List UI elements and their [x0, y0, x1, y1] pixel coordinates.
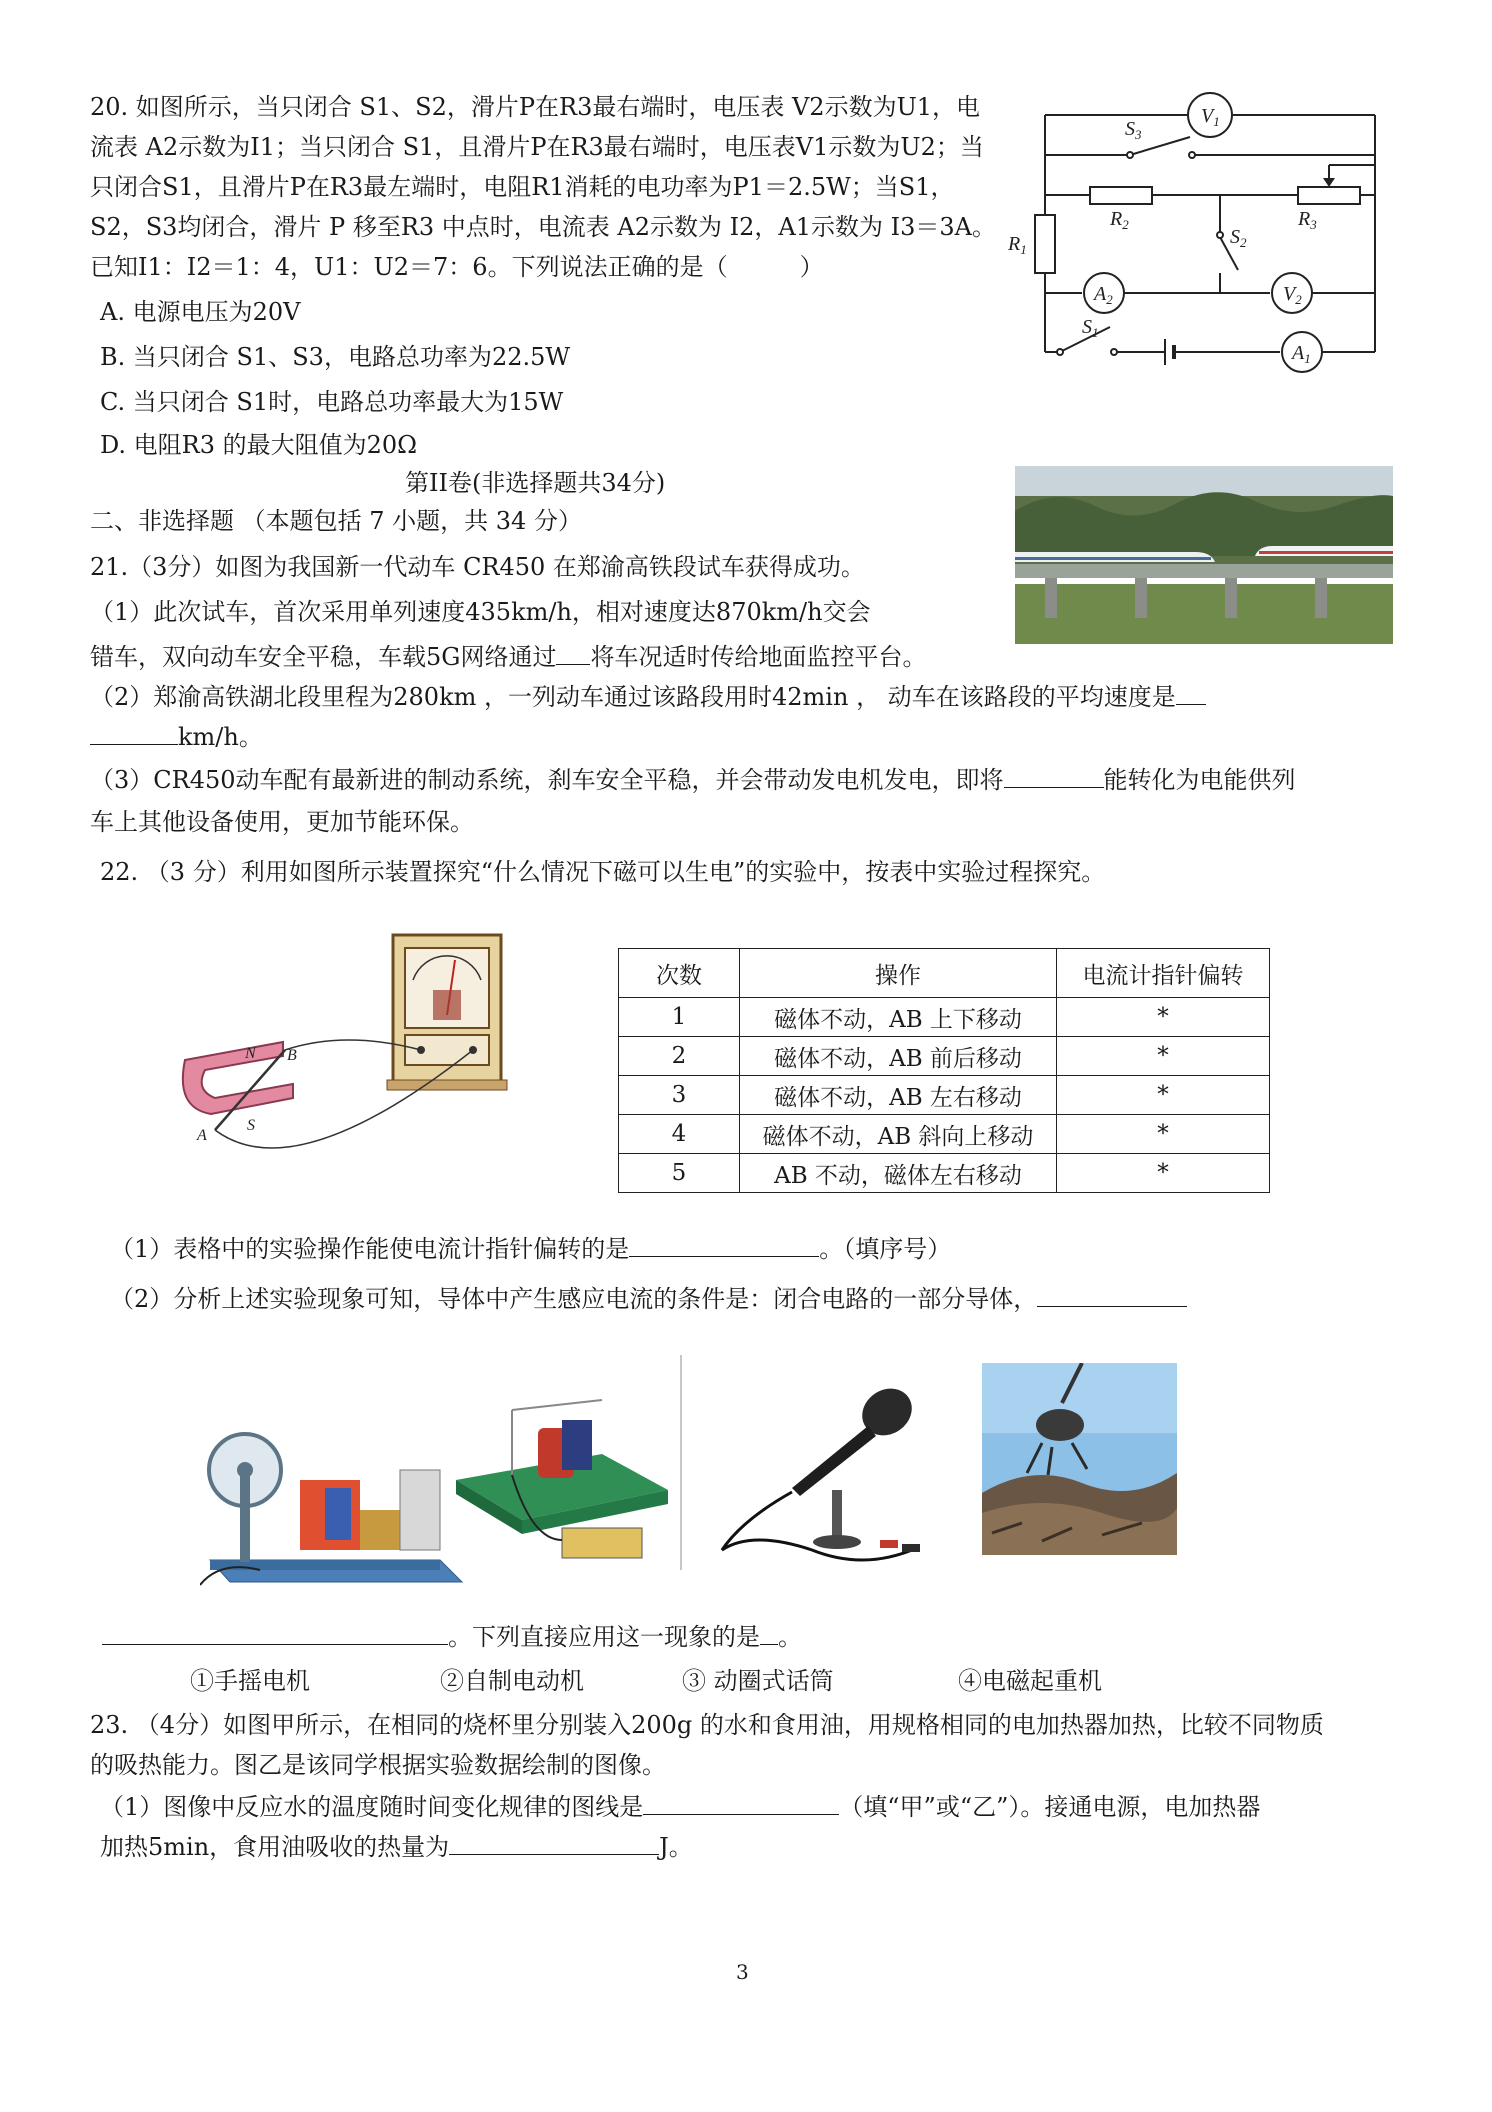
- table-row: [619, 1154, 1270, 1193]
- a2-label: $A_2$: [1094, 283, 1113, 307]
- conductor-a-label: A: [197, 1127, 207, 1144]
- q20-line-4: S2，S3均闭合，滑片 P 移至R3 中点时，电流表 A2示数为 I2，A1示数为 I3＝3A。: [90, 213, 996, 241]
- q20-line-2: 流表 A2示数为I1；当只闭合 S1，且滑片P在R3最右端时，电压表V1示数为U2；当: [90, 133, 984, 161]
- r1-label: $R_1$: [1008, 233, 1027, 257]
- table-cell: 2: [619, 1037, 740, 1076]
- table-row: [619, 1076, 1270, 1115]
- table-cell: *: [1057, 1076, 1270, 1115]
- q20-circuit-diagram: [990, 75, 1420, 375]
- q22-blank-1[interactable]: [629, 1232, 819, 1257]
- table-header-row: [619, 949, 1270, 998]
- photo-divider: [680, 1355, 682, 1570]
- q21-blank-2b[interactable]: [90, 720, 178, 745]
- q20-line-5: 已知I1：I2＝1：4，U1：U2＝7：6。下列说法正确的是（ ）: [90, 253, 824, 281]
- q23-blank-1[interactable]: [643, 1790, 839, 1815]
- q20-option-a: A. 电源电压为20V: [100, 298, 301, 326]
- table-cell: *: [1057, 1154, 1270, 1193]
- resistor-r1-icon: [1035, 215, 1055, 273]
- q23-blank-2[interactable]: [449, 1830, 659, 1855]
- table-cell: 1: [619, 998, 740, 1037]
- table-row: [619, 998, 1270, 1037]
- table-row: [619, 1115, 1270, 1154]
- q21-p2-b: km/h。: [90, 720, 263, 754]
- q23-line-2: 的吸热能力。图乙是该同学根据实验数据绘制的图像。: [90, 1751, 666, 1779]
- q22-blank-2[interactable]: [1037, 1282, 1187, 1307]
- hand-crank-generator-photo: [200, 1410, 470, 1595]
- table-cell: 磁体不动，AB 前后移动: [740, 1037, 1057, 1076]
- q22-apparatus-diagram: [175, 930, 515, 1175]
- q22-experiment-table: [618, 948, 1270, 1193]
- q21-p3-a: （3）CR450动车配有最新进的制动系统，刹车安全平稳，并会带动发电机发电，即将 能转化为电能供列: [90, 763, 1296, 797]
- table-cell: *: [1057, 1115, 1270, 1154]
- page-number: 3: [736, 1960, 749, 1984]
- q21-blank-3[interactable]: [1004, 763, 1104, 788]
- q22-p2: （2）分析上述实验现象可知，导体中产生感应电流的条件是：闭合电路的一部分导体，: [110, 1282, 1187, 1316]
- v2-label: $V_2$: [1283, 283, 1302, 307]
- q23-line-4: 加热5min，食用油吸收的热量为 J。: [100, 1830, 693, 1864]
- section-title: 第II卷(非选择题共34分): [405, 469, 666, 497]
- table-cell: 4: [619, 1115, 740, 1154]
- table-header-cell: 操作: [740, 949, 1057, 998]
- dynamic-microphone-photo: [712, 1380, 947, 1580]
- r3-label: $R_3$: [1298, 208, 1317, 232]
- q20-line-1: 20. 如图所示，当只闭合 S1、S2，滑片P在R3最右端时，电压表 V2示数为U1，电: [90, 93, 981, 121]
- q22-p2-cont: 。下列直接应用这一现象的是 。: [102, 1620, 802, 1654]
- q21-blank-2a[interactable]: [1176, 680, 1206, 705]
- resistor-r2-icon: [1090, 187, 1152, 204]
- q21-blank-1[interactable]: [556, 640, 590, 665]
- table-cell: 5: [619, 1154, 740, 1193]
- table-cell: *: [1057, 1037, 1270, 1076]
- q22-option-3: ③ 动圈式话筒: [682, 1667, 834, 1695]
- q20-option-b: B. 当只闭合 S1、S3，电路总功率为22.5W: [100, 343, 571, 371]
- electromagnetic-crane-photo: [982, 1363, 1177, 1555]
- s2-label: $S_2$: [1230, 226, 1247, 250]
- q21-p1-a: （1）此次试车，首次采用单列速度435km/h，相对速度达870km/h交会: [90, 598, 871, 626]
- q21-p3-b: 车上其他设备使用，更加节能环保。: [90, 808, 474, 836]
- q21-intro: 21.（3分）如图为我国新一代动车 CR450 在郑渝高铁段试车获得成功。: [90, 553, 865, 581]
- q22-option-1: ①手摇电机: [190, 1667, 310, 1695]
- slider-p-icon: [1323, 178, 1335, 187]
- a1-label: $A_1$: [1292, 342, 1311, 366]
- table-cell: 3: [619, 1076, 740, 1115]
- s3-label: $S_3$: [1125, 118, 1142, 142]
- table-cell: 磁体不动，AB 斜向上移动: [740, 1115, 1057, 1154]
- q22-blank-4[interactable]: [760, 1620, 778, 1645]
- table-cell: 磁体不动，AB 左右移动: [740, 1076, 1057, 1115]
- table-cell: 磁体不动，AB 上下移动: [740, 998, 1057, 1037]
- table-row: [619, 1037, 1270, 1076]
- magnet-n-label: N: [245, 1045, 256, 1062]
- resistor-r3-icon: [1298, 187, 1360, 204]
- v1-label: $V_1$: [1201, 105, 1220, 129]
- q21-p1-b: 错车，双向动车安全平稳，车载5G网络通过 将车况适时传给地面监控平台。: [90, 640, 926, 674]
- train-photo: [1015, 466, 1393, 644]
- q20-option-c: C. 当只闭合 S1时，电路总功率最大为15W: [100, 388, 564, 416]
- q21-p2-a: （2）郑渝高铁湖北段里程为280km ，一列动车通过该路段用时42min ， 动车在该路段的平均速度是: [90, 680, 1206, 714]
- magnet-s-label: S: [247, 1117, 255, 1134]
- q22-option-4: ④电磁起重机: [958, 1667, 1102, 1695]
- conductor-b-label: B: [287, 1047, 297, 1064]
- q22-p1: （1）表格中的实验操作能使电流计指针偏转的是 。（填序号）: [110, 1232, 951, 1266]
- homemade-motor-photo: [452, 1380, 674, 1580]
- q22-option-2: ②自制电动机: [440, 1667, 584, 1695]
- table-header-cell: 次数: [619, 949, 740, 998]
- table-header-cell: 电流计指针偏转: [1057, 949, 1270, 998]
- q23-line-1: 23. （4分）如图甲所示，在相同的烧杯里分别装入200g 的水和食用油，用规格相同的电加热器加热，比较不同物质: [90, 1711, 1324, 1739]
- q22-intro: 22. （3 分）利用如图所示装置探究“什么情况下磁可以生电”的实验中，按表中实验过程探究。: [100, 858, 1106, 886]
- section2-heading: 二、非选择题 （本题包括 7 小题，共 34 分）: [90, 507, 582, 535]
- q23-line-3: （1）图像中反应水的温度随时间变化规律的图线是 （填“甲”或“乙”）。接通电源，电加热器: [100, 1790, 1260, 1824]
- table-cell: AB 不动，磁体左右移动: [740, 1154, 1057, 1193]
- q20-line-3: 只闭合S1，且滑片P在R3最左端时，电阻R1消耗的电功率为P1＝2.5W；当S1，: [90, 173, 955, 201]
- r2-label: $R_2$: [1110, 208, 1129, 232]
- q22-blank-3[interactable]: [102, 1620, 448, 1645]
- q20-option-d: D. 电阻R3 的最大阻值为20Ω: [100, 431, 418, 459]
- table-cell: *: [1057, 998, 1270, 1037]
- s1-label: $S_1$: [1082, 316, 1099, 340]
